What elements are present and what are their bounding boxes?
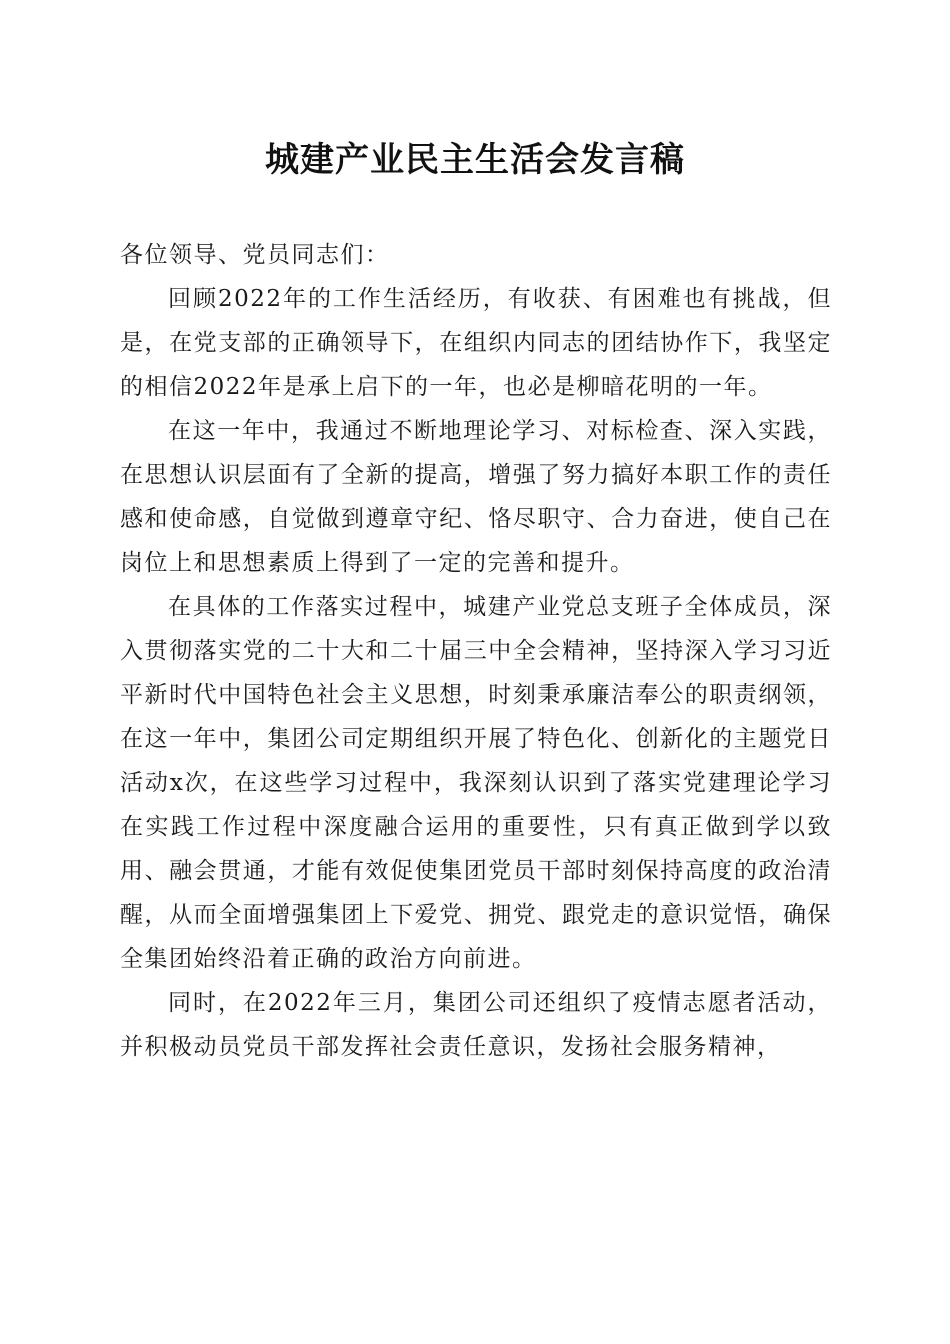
paragraph-3: 在具体的工作落实过程中，城建产业党总支班子全体成员，深入贯彻落实党的二十大和二十届三中全会精神，坚持深入学习习近平新时代中国特色社会主义思想，时刻秉承廉洁奉公的职责纲领，在这一年中，集团公司定期组织开展了特色化、创新化的主题党日活动x次，在这些学习过程中，我深刻认识到了落实党建理论学习在实践工作过程中深度融合运用的重要性，只有真正做到学以致用、融会贯通，才能有效促使集团党员干部时刻保持高度的政治清醒，从而全面增强集团上下爱党、拥党、跟党走的意识觉悟，确保全集团始终沿着正确的政治方向前进。: [120, 594, 832, 972]
paragraph-1: 回顾2022年的工作生活经历，有收获、有困难也有挑战，但是，在党支部的正确领导下，在组织内同志的团结协作下，我坚定的相信2022年是承上启下的一年，也必是柳暗花明的一年。: [120, 286, 832, 400]
document-body: [120, 233, 832, 1069]
salutation: 各位领导、党员同志们：: [120, 242, 390, 268]
document-title: 城建产业民主生活会发言稿: [265, 140, 685, 180]
paragraph-4: 同时，在2022年三月，集团公司还组织了疫情志愿者活动，并积极动员党员干部发挥社会责任意识，发扬社会服务精神，: [120, 990, 832, 1060]
paragraph-2: 在这一年中，我通过不断地理论学习、对标检查、深入实践，在思想认识层面有了全新的提高，增强了努力搞好本职工作的责任感和使命感，自觉做到遵章守纪、恪尽职守、合力奋进，使自己在岗位上和思想素质上得到了一定的完善和提升。: [120, 418, 832, 576]
